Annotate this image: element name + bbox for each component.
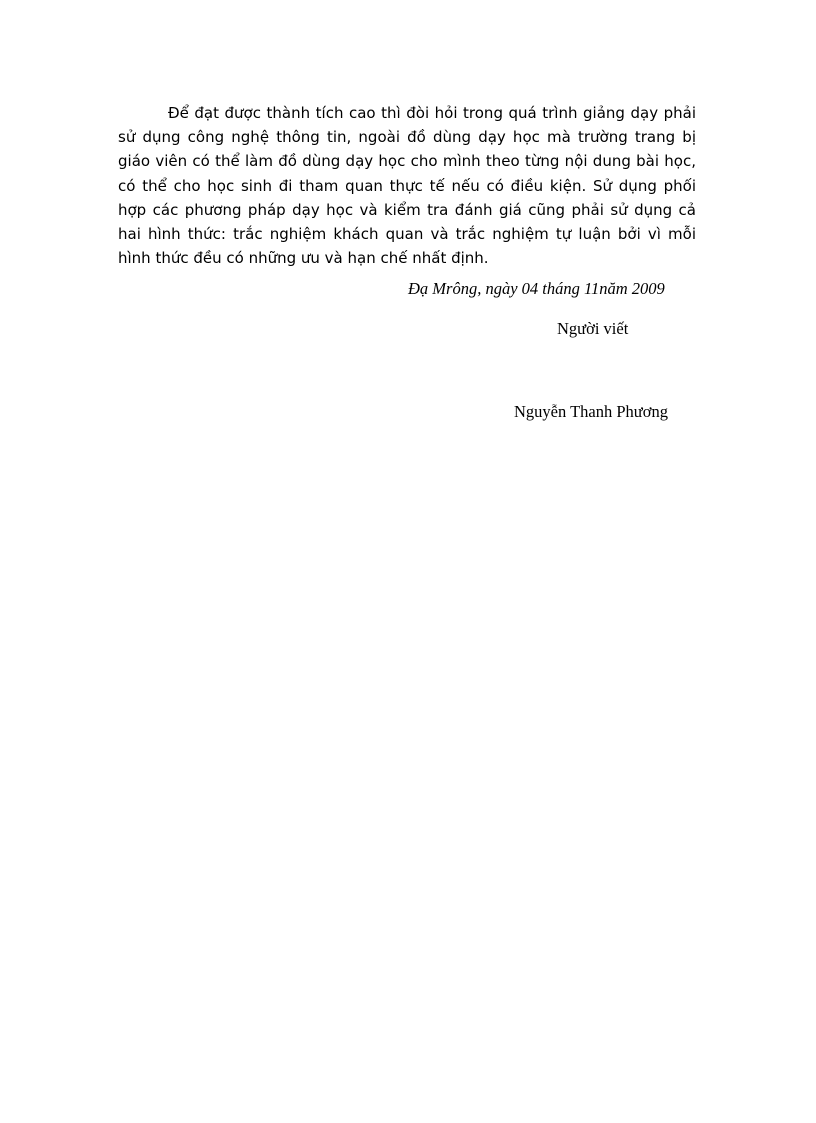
- writer-label: Người viết: [557, 319, 629, 338]
- place-and-date: Đạ Mrông, ngày 04 tháng 11năm 2009: [408, 279, 665, 298]
- body-paragraph: Để đạt được thành tích cao thì đòi hỏi trong quá trình giảng dạy phải sử dụng công nghệ thông tin, ngoài đồ dùng dạy học mà trường trang bị giáo viên có thể làm đồ dùng dạy học cho mình theo từng nội dung bài học, có thể cho học sinh đi tham quan thực tế nếu có điều kiện. Sử dụng phối hợp các phương pháp dạy học và kiểm tra đánh giá cũng phải sử dụng cả hai hình thức: trắc nghiệm khách quan và trắc nghiệm tự luận bởi vì mỗi hình thức đều có những ưu và hạn chế nhất định.: [118, 104, 696, 268]
- author-name: Nguyễn Thanh Phương: [514, 402, 668, 421]
